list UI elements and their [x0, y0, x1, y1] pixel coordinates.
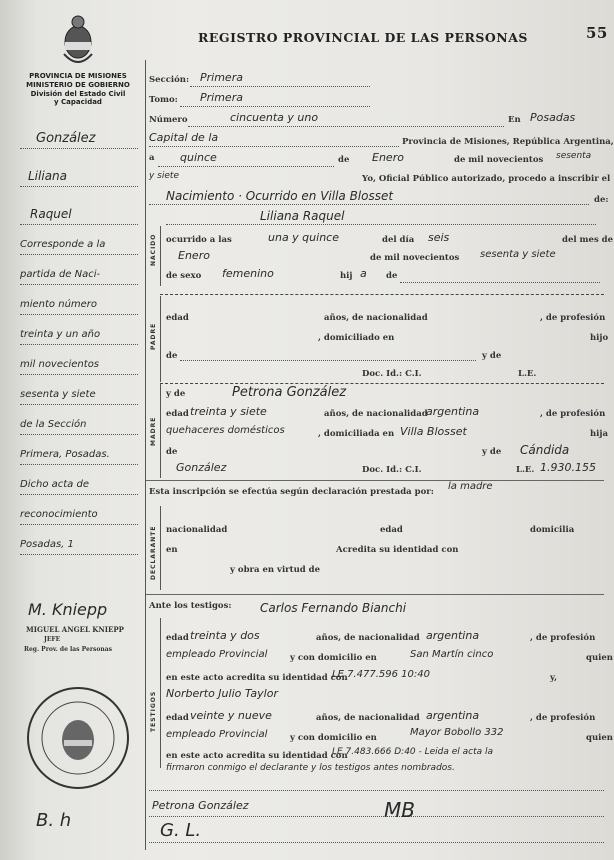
tomo-label: Tomo:: [149, 95, 178, 105]
t2-nombre: Norberto Julio Taylor: [166, 687, 278, 700]
official-seal-icon: [24, 684, 132, 792]
margin-rule: [20, 494, 138, 495]
section-divider: [146, 594, 604, 595]
t2-nac-value: argentina: [426, 709, 480, 722]
margin-rule: [20, 148, 138, 149]
margin-note-line: Corresponde a la: [20, 239, 106, 250]
madre-nombre-value: Petrona González: [232, 385, 347, 400]
t1-prof-label: , de profesión: [530, 633, 596, 643]
padre-de-label: de: [166, 351, 178, 361]
madre-madre2-value: González: [176, 461, 227, 474]
t2-edad-label: edad: [166, 713, 189, 723]
rule: [166, 224, 596, 225]
t1-dom-label: y con domicilio en: [290, 653, 377, 663]
section-nacido: NACIDO: [150, 233, 157, 266]
t2-quien-label: quien: [586, 733, 613, 743]
t1-nac-label: años, de nacionalidad: [316, 633, 420, 643]
org-line-4: y Capacidad: [54, 98, 102, 107]
margin-note-line: treinta y un año: [20, 329, 101, 340]
margin-rule: [20, 284, 138, 285]
firmaron-text: firmaron conmigo el declarante y los testigos antes nombrados.: [166, 763, 455, 773]
inscripcion-text: Esta inscripción se efectúa según declaración prestada por:: [149, 487, 434, 497]
padre-hijo-label: hijo: [590, 333, 609, 343]
madre-prof-value: quehaceres domésticos: [166, 425, 285, 436]
sexo-value: femenino: [222, 267, 274, 280]
section-padre: PADRE: [150, 322, 157, 350]
padre-prof-label: , de profesión: [540, 313, 606, 323]
t1-nac-value: argentina: [426, 629, 480, 642]
margin-rule: [20, 374, 138, 375]
madre-dom-value: Villa Blosset: [400, 425, 467, 438]
madre-de-label: de: [166, 447, 178, 457]
nacido-bracket: [160, 226, 161, 286]
milnov2-label: de mil novecientos: [370, 253, 460, 263]
decl-nac-label: nacionalidad: [166, 525, 228, 535]
yo-text: Yo, Oficial Público autorizado, procedo a inscribir el: [362, 174, 611, 184]
anio-value: sesenta: [556, 151, 592, 161]
madre-prof-label: , de profesión: [540, 409, 606, 419]
de-colon: de:: [594, 195, 609, 205]
dia-value: quince: [180, 151, 217, 164]
padre-le-label: L.E.: [518, 369, 537, 379]
rule: [188, 126, 504, 127]
madre-bracket: [160, 384, 161, 478]
padre-dom-label: , domiciliado en: [318, 333, 395, 343]
tomo-value: Primera: [200, 91, 243, 104]
t2-dom-value: Mayor Bobollo 332: [410, 727, 504, 738]
padre-yde-label: y de: [482, 351, 502, 361]
en-label: En: [508, 115, 521, 125]
margin-rule: [20, 224, 138, 225]
hij-suffix: a: [360, 267, 367, 280]
org-line-1: PROVINCIA DE MISIONES: [29, 72, 127, 80]
t2-edad-value: veinte y nueve: [190, 709, 272, 722]
dia2-value: seis: [428, 231, 450, 244]
hora-value: una y quince: [268, 231, 339, 244]
margin-given-2: Raquel: [30, 207, 72, 221]
madre-nac-label: años, de nacionalidad: [324, 409, 428, 419]
t1-acredita-label: en este acto acredita su identidad con: [166, 673, 348, 683]
margin-rule: [20, 434, 138, 435]
margin-bottom-signature: B. h: [36, 810, 72, 831]
t1-y-label: y,: [550, 673, 558, 683]
declarante-bracket: [160, 506, 161, 590]
section-madre: MADRE: [150, 416, 157, 446]
mes2-value: Enero: [178, 249, 210, 262]
rule: [149, 842, 604, 843]
margin-rule: [20, 554, 138, 555]
margin-rule: [20, 464, 138, 465]
margin-note-line: sesenta y siete: [20, 389, 96, 400]
section-testigos: TESTIGOS: [150, 690, 157, 732]
margin-note-line: Dicho acta de: [20, 479, 89, 490]
margin-rule: [20, 254, 138, 255]
madre-doc-label: Doc. Id.: C.I.: [362, 465, 422, 475]
decl-dom-label: domicilia: [530, 525, 575, 535]
sexo-label: de sexo: [166, 271, 202, 281]
delmes-label: del mes de: [562, 235, 614, 245]
rule: [180, 360, 476, 361]
t2-nac-label: años, de nacionalidad: [316, 713, 420, 723]
margin-border: [145, 60, 146, 850]
madre-le-label: L.E.: [516, 465, 535, 475]
rule: [149, 816, 604, 817]
bottom-signature-left: G. L.: [160, 820, 202, 841]
ocurrido-label: ocurrido a las: [166, 235, 232, 245]
anio3-value: sesenta y siete: [480, 249, 556, 260]
decl-acredita-label: Acredita su identidad con: [336, 545, 459, 555]
a-label: a: [149, 153, 155, 163]
numero-label: Número: [149, 115, 188, 125]
margin-note-line: reconocimiento: [20, 509, 98, 520]
page-number: 55: [586, 24, 608, 42]
t1-edad-label: edad: [166, 633, 189, 643]
nombre-value: Liliana Raquel: [260, 209, 345, 223]
deldia-label: del día: [382, 235, 415, 245]
testigos-bracket: [160, 618, 161, 768]
decl-en-label: en: [166, 545, 178, 555]
t2-prof-label: , de profesión: [530, 713, 596, 723]
t2-acredita-label: en este acto acredita su identidad con: [166, 751, 348, 761]
decl-edad-label: edad: [380, 525, 403, 535]
stamp-name: MIGUEL ANGEL KNIEPP: [26, 625, 124, 634]
madre-hija-label: hija: [590, 429, 608, 439]
section-divider: [160, 383, 604, 384]
numero-value: cincuenta y uno: [230, 111, 319, 124]
de-label: de: [338, 155, 350, 165]
stamp-sub-2: Reg. Prov. de las Personas: [24, 646, 112, 653]
rule: [190, 86, 370, 87]
section-divider: [160, 294, 604, 295]
rule: [149, 204, 589, 205]
de2-label: de: [386, 271, 398, 281]
padre-doc-label: Doc. Id.: C.I.: [362, 369, 422, 379]
rule: [149, 146, 399, 147]
t2-prof-value: empleado Provincial: [166, 729, 268, 740]
madre-le-value: 1.930.155: [540, 461, 596, 474]
margin-note-line: Posadas, 1: [20, 539, 74, 550]
inscripcion-value: la madre: [448, 481, 493, 492]
margin-note-line: de la Sección: [20, 419, 87, 430]
anio2-value: y siete: [149, 171, 179, 181]
margin-note-line: partida de Naci-: [20, 269, 101, 280]
rule: [158, 166, 334, 167]
rule: [180, 106, 370, 107]
madre-edad-value: treinta y siete: [190, 405, 267, 418]
madre-yde-label: y de: [166, 389, 186, 399]
margin-note-line: Primera, Posadas.: [20, 449, 110, 460]
madre-madre-value: Cándida: [520, 443, 570, 457]
capital-value: Capital de la: [149, 131, 219, 144]
bottom-signature-right: MB: [384, 798, 415, 822]
t1-doc-value: LE 7.477.596 10:40: [332, 669, 430, 680]
coat-of-arms-icon: [60, 14, 96, 66]
margin-rule: [20, 344, 138, 345]
t1-nombre: Carlos Fernando Bianchi: [260, 601, 407, 615]
page-title: REGISTRO PROVINCIAL DE LAS PERSONAS: [198, 30, 528, 45]
testigos-ante-label: Ante los testigos:: [149, 601, 232, 611]
margin-rule: [20, 404, 138, 405]
margin-given-1: Liliana: [28, 169, 67, 183]
margin-surname: González: [36, 131, 96, 146]
provincia-text: Provincia de Misiones, República Argentina,: [402, 137, 614, 147]
padre-edad-label: edad: [166, 313, 189, 323]
org-header: [18, 72, 138, 107]
seccion-value: Primera: [200, 71, 243, 84]
madre-yde2-label: y de: [482, 447, 502, 457]
rule: [400, 282, 600, 283]
hij-label: hij: [340, 271, 353, 281]
padre-nac-label: años, de nacionalidad: [324, 313, 428, 323]
section-divider: [146, 480, 604, 481]
t2-dom-label: y con domicilio en: [290, 733, 377, 743]
margin-note-line: miento número: [20, 299, 98, 310]
mes-value: Enero: [372, 151, 404, 164]
t1-edad-value: treinta y dos: [190, 629, 260, 642]
margin-note-line: mil novecientos: [20, 359, 100, 370]
stamp-sub-1: JEFE: [44, 636, 61, 643]
t1-prof-value: empleado Provincial: [166, 649, 268, 660]
seccion-label: Sección:: [149, 75, 190, 85]
margin-rule: [20, 186, 138, 187]
madre-dom-label: , domiciliada en: [318, 429, 395, 439]
firma-madre: Petrona González: [152, 799, 249, 812]
nacimiento-value: Nacimiento · Ocurrido en Villa Blosset: [166, 189, 394, 203]
madre-nac-value: argentina: [426, 405, 480, 418]
decl-obra-label: y obra en virtud de: [230, 565, 321, 575]
section-declarante: DECLARANTE: [150, 525, 157, 580]
milnov-label: de mil novecientos: [454, 155, 544, 165]
margin-signature: M. Kniepp: [28, 600, 108, 619]
t1-dom-value: San Martín cinco: [410, 649, 494, 660]
madre-edad-label: edad: [166, 409, 189, 419]
margin-rule: [20, 314, 138, 315]
margin-rule: [20, 524, 138, 525]
padre-bracket: [160, 296, 161, 382]
org-line-2: MINISTERIO DE GOBIERNO: [26, 80, 130, 89]
org-line-3: División del Estado Civil: [30, 89, 126, 98]
t2-doc-value: LE 7.483.666 D:40 - Leida el acta la: [332, 747, 494, 757]
en-value: Posadas: [530, 111, 576, 124]
t1-quien-label: quien: [586, 653, 613, 663]
rule: [149, 790, 604, 791]
